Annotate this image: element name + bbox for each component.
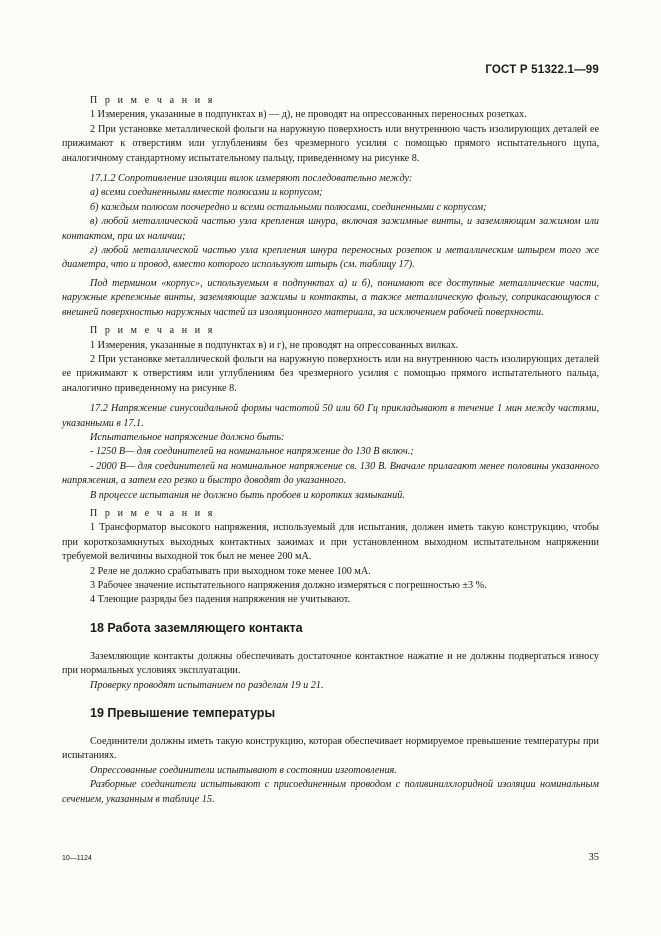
- notes-heading: П р и м е ч а н и я: [90, 507, 216, 519]
- list-item: а) всеми соединенными вместе полюсами и корпусом;: [90, 187, 323, 199]
- note: 1 Измерения, указанные в подпунктах в) и г), не проводят на опрессованных вилках.: [90, 339, 459, 351]
- note: 2 При установке металлической фольги на наружную поверхность или внутреннюю часть изолирующих деталей ее прижимают к отверстиям или углублениям без чрезмерного усилия с помощью прямого испытательного щупа, аналогичному стандартному испытательному пальцу, приведенному на рисунке 8.: [62, 123, 599, 164]
- section-heading-18: 18 Работа заземляющего контакта: [90, 620, 303, 635]
- paragraph: Опрессованные соединители испытывают в состоянии изготовления.: [90, 764, 397, 776]
- page-body: [62, 94, 599, 807]
- note: 1 Трансформатор высокого напряжения, используемый для испытания, должен иметь такую конструкцию, чтобы при короткозамкнутых выходных контактных зажимах и при установленном выходном испытательном напряжении требуемой величины выходной ток был не менее 200 мА.: [62, 522, 599, 563]
- paragraph: Разборные соединители испытывают с присоединенным проводом с поливинилхлоридной изоляции номинальным сечением, указанным в таблице 15.: [62, 779, 599, 805]
- note: 3 Рабочее значение испытательного напряжения должно измеряться с погрешностью ±3 %.: [90, 580, 487, 591]
- section-heading-19: 19 Превышение температуры: [90, 706, 276, 721]
- page-number: 35: [588, 852, 599, 863]
- list-item: - 2000 В— для соединителей на номинальное напряжение св. 130 В. Вначале прилагают менее половины указанного напряжения, а затем его резко и быстро доводят до указанного.: [62, 460, 599, 487]
- clause-17-2: 17.2 Напряжение синусоидальной формы частотой 50 или 60 Гц прикладывают в течение 1 мин между частями, указанными в 17.1.: [62, 403, 599, 429]
- paragraph: Соединители должны иметь такую конструкцию, которая обеспечивает нормируемое превышение температуры при испытаниях.: [62, 736, 599, 762]
- paragraph: В процессе испытания не должно быть пробоев и коротких замыканий.: [90, 489, 405, 501]
- clause-17-1-2: 17.1.2 Сопротивление изоляции вилок измеряют последовательно между:: [90, 173, 413, 185]
- note: 2 Реле не должно срабатывать при выходном токе менее 100 мА.: [90, 565, 371, 577]
- note: 1 Измерения, указанные в подпунктах в) — д), не проводят на опрессованных переносных розетках.: [90, 109, 527, 121]
- paragraph: Под термином «корпус», используемым в подпунктах а) и б), понимают все доступные металлические части, наружные крепежные винты, заземляющие зажимы и контакты, а также металлическую фольгу, соприкасающуюся с внешней поверхностью наружных частей из изоляционного материала, за исключением рабочей поверхности.: [62, 277, 599, 318]
- list-item: - 1250 В— для соединителей на номинальное напряжение до 130 В включ.;: [90, 446, 414, 458]
- paragraph: Испытательное напряжение должно быть:: [90, 431, 285, 443]
- notes-heading: П р и м е ч а н и я: [90, 325, 216, 337]
- list-item: б) каждым полюсом поочередно и всеми остальными полюсами, соединенными с корпусом;: [90, 201, 487, 213]
- notes-heading: П р и м е ч а н и я: [90, 95, 216, 106]
- paragraph: Проверку проводят испытанием по разделам 19 и 21.: [90, 679, 324, 691]
- note: 2 При установке металлической фольги на наружную поверхность или на внутреннюю часть изолирующих деталей ее прижимают к отверстиям или углублениям без чрезмерного усилия с помощью прямого испытательного пальца, аналогично приведенному на рисунке 8.: [62, 353, 599, 394]
- paragraph: Заземляющие контакты должны обеспечивать достаточное контактное нажатие и не должны подвергаться износу при нормальных условиях эксплуатации.: [62, 650, 599, 677]
- list-item: г) любой металлической частью узла крепления шнура переносных розеток и металлическим штырем того же диаметра, что и провод, вместо которого используют штырь (см. таблицу 17).: [62, 245, 599, 271]
- list-item: в) любой металлической частью узла крепления шнура, включая зажимные винты, и заземляющим зажимом или контактом, при их наличии;: [62, 216, 599, 242]
- print-code: 10—1124: [62, 855, 92, 862]
- document-id: ГОСТ Р 51322.1—99: [485, 64, 599, 76]
- note: 4 Тлеющие разряды без падения напряжения не учитывают.: [90, 594, 351, 606]
